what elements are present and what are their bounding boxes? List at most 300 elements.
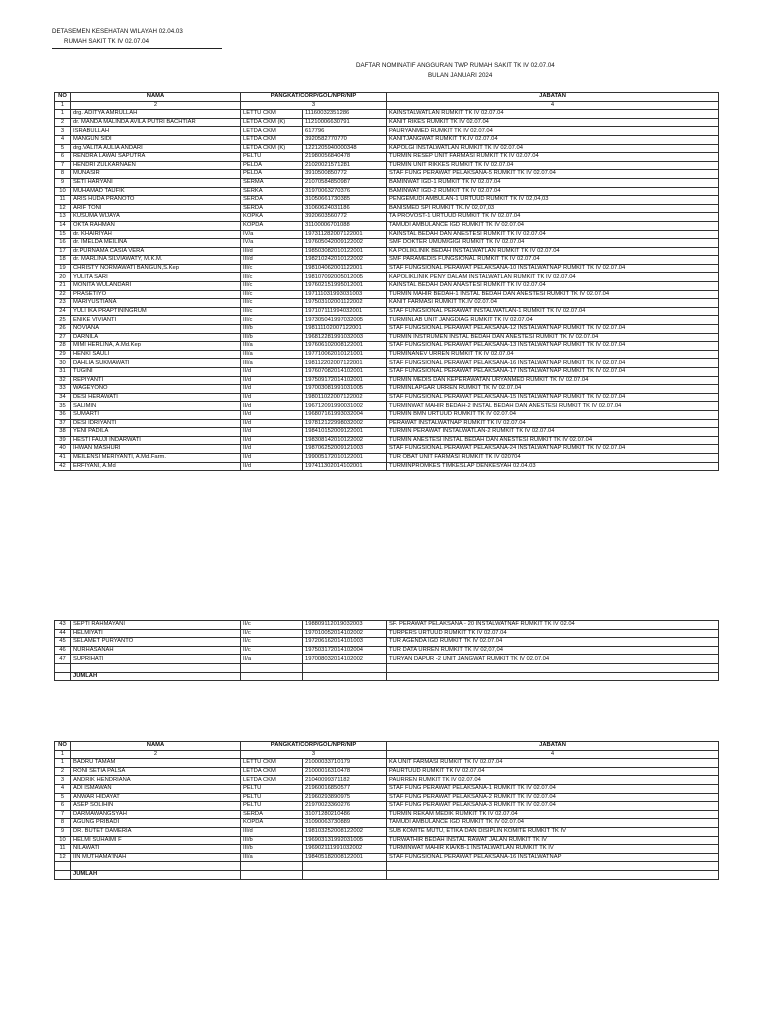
position-title: STAF FUNGSIONAL PERAWAT PELAKSANA-16 INSTALWATNAP RUMKIT TK IV 02.07.04 <box>387 359 719 368</box>
rank-grade: III/b <box>241 836 303 845</box>
table-row <box>55 819 719 828</box>
col-index: 1 <box>55 750 71 759</box>
rank-grade: II/c <box>241 621 303 630</box>
id-number: 21980056840478 <box>303 153 387 162</box>
row-number: 35 <box>55 402 71 411</box>
rank-grade: SERDA <box>241 810 303 819</box>
rank-grade: II/c <box>241 629 303 638</box>
row-number: 2 <box>55 118 71 127</box>
org-underline <box>52 48 222 49</box>
table-row <box>55 342 719 351</box>
position-title: TURMIN REKAM MEDIK RUMKIT TK IV 02.07.04 <box>387 810 719 819</box>
rank-grade: IV/a <box>241 239 303 248</box>
position-title: TUR AGENDA IGD RUMKIT TK IV 02.07.04 <box>387 638 719 647</box>
person-name: AGUNG PRIBADI <box>71 819 241 828</box>
table-row <box>55 239 719 248</box>
table-row <box>55 264 719 273</box>
id-number: 197710062010121001 <box>303 350 387 359</box>
id-number: 21960293890975 <box>303 793 387 802</box>
person-name: DARNILA <box>71 333 241 342</box>
row-number: 24 <box>55 307 71 316</box>
row-number: 40 <box>55 445 71 454</box>
id-number: 197411302014102001 <box>303 462 387 471</box>
id-number: 196807161993032004 <box>303 410 387 419</box>
person-name: MUHAMAD TAUFIK <box>71 187 241 196</box>
id-number: 197003081991031005 <box>303 385 387 394</box>
nominative-table-continued <box>54 620 719 681</box>
id-number: 21020021571281 <box>303 161 387 170</box>
person-name: NOVIANA <box>71 325 241 334</box>
id-number: 196902111991032002 <box>303 845 387 854</box>
id-number: 31050661730385 <box>303 196 387 205</box>
table-row <box>55 368 719 377</box>
rank-grade: II/c <box>241 638 303 647</box>
position-title: PAURTUUD RUMKIT TK IV 02.07.04 <box>387 767 719 776</box>
blank-row <box>55 663 719 672</box>
col-index: 2 <box>71 750 241 759</box>
person-name: HENKI SAULI <box>71 350 241 359</box>
position-title: KANITJANGWAT RUMKIT TK.IV 02.07.04 <box>387 135 719 144</box>
rank-grade: SERKA <box>241 187 303 196</box>
position-title: TURMIN UNIT RIKKES RUMKIT TK IV 02.07.04 <box>387 161 719 170</box>
id-number: 198104062001122001 <box>303 264 387 273</box>
row-number: 38 <box>55 428 71 437</box>
rank-grade: IV/a <box>241 230 303 239</box>
position-title: SF. PERAWAT PELAKSANA - 20 INSTALWATNAF RUMKIT TK IV 02.04 <box>387 621 719 630</box>
position-title: TURMINWAT MAHIR KIA/KB-1 INSTALWATLAN RUMKIT TK IV <box>387 845 719 854</box>
position-title: STAF FUNG PERAWAT PELAKSANA-3 RUMKIT TK IV 02.07.04 <box>387 802 719 811</box>
person-name: DR. BUTET DAMERIA <box>71 827 241 836</box>
id-number: 197602151995012001 <box>303 282 387 291</box>
person-name: SUMARTI <box>71 410 241 419</box>
id-number: 198011022007122002 <box>303 393 387 402</box>
person-name: YULITA SARI <box>71 273 241 282</box>
id-number: 21000033710179 <box>303 759 387 768</box>
rank-grade: II/a <box>241 655 303 664</box>
table-row <box>55 350 719 359</box>
table-row <box>55 767 719 776</box>
id-number: 197503172014102004 <box>303 646 387 655</box>
person-name: IIN MUTHAMA'INAH <box>71 853 241 862</box>
row-number: 37 <box>55 419 71 428</box>
person-name: ARIS HUDA PRANOTO <box>71 196 241 205</box>
rank-grade: III/c <box>241 299 303 308</box>
person-name: HENDRI ZULKARNAEN <box>71 161 241 170</box>
rank-grade: II/d <box>241 368 303 377</box>
org-name-line2: RUMAH SAKIT TK IV 02.07.04 <box>64 38 150 45</box>
rank-grade: II/d <box>241 410 303 419</box>
position-title: KA POLIKLINIK BEDAH INSTALWATLAN RUMKIT TK IV 02.07.04 <box>387 247 719 256</box>
person-name: ARIF TONI <box>71 204 241 213</box>
col-index: 4 <box>387 750 719 759</box>
rank-grade: III/b <box>241 325 303 334</box>
rank-grade: LETTU CKM <box>241 110 303 119</box>
position-title: STAF FUNGSIONAL PERAWAT PELAKSANA-10 INSTALWATNAP RUMKIT TK IV 02.07.04 <box>387 264 719 273</box>
person-name: dr.PURNAMA CASIA VERA <box>71 247 241 256</box>
rank-grade: LETDA CKM <box>241 127 303 136</box>
position-title: STAF FUNG PERAWAT PELAKSANA-5 RUMKIT TK IV 02.07.04 <box>387 170 719 179</box>
table-row <box>55 273 719 282</box>
col-header-no: NO <box>55 93 71 102</box>
row-number: 27 <box>55 333 71 342</box>
person-name: DARMAWANGSYAH <box>71 810 241 819</box>
position-title: STAF FUNG PERAWAT PELAKSANA-2 RUMKIT TK IV 02.07.04 <box>387 793 719 802</box>
row-number: 44 <box>55 629 71 638</box>
person-name: PRASETIYO <box>71 290 241 299</box>
person-name: MIMI HERLINA, A.Md.Kep <box>71 342 241 351</box>
person-name: DAHLIA SUKMAWATI <box>71 359 241 368</box>
id-number: 197503102001122002 <box>303 299 387 308</box>
total-label: JUMLAH <box>71 672 241 681</box>
rank-grade: II/d <box>241 376 303 385</box>
rank-grade: SERDA <box>241 196 303 205</box>
col-header-pangkat: PANGKAT/CORP/GOL/NPR/NIP <box>241 742 387 751</box>
rank-grade: LETDA CKM (K) <box>241 118 303 127</box>
table-row <box>55 325 719 334</box>
rank-grade: LETTU CKM <box>241 759 303 768</box>
position-title: TUR DATA URREN RUMKIT TK IV 02,07,04 <box>387 646 719 655</box>
row-number: 30 <box>55 359 71 368</box>
col-header-jabatan: JABATAN <box>387 93 719 102</box>
position-title: KA UNIT FARMASI RUMKIT TK IV 02.07.04 <box>387 759 719 768</box>
table-row <box>55 759 719 768</box>
position-title: BAMINWAT IGD-2 RUMKIT TK IV 02.07.04 <box>387 187 719 196</box>
table-row <box>55 213 719 222</box>
id-number: 198112202007122001 <box>303 359 387 368</box>
table-row <box>55 436 719 445</box>
position-title: KANIT FARMASI RUMKIT TK.IV 02.07.04 <box>387 299 719 308</box>
id-number: 197607082014102001 <box>303 368 387 377</box>
position-title: KAINSTAL BEDAH DAN ANASTESI RUMKIT TK IV 02.07.04 <box>387 282 719 291</box>
person-name: ERFIYANI, A.Md <box>71 462 241 471</box>
row-number: 6 <box>55 802 71 811</box>
person-name: YULI IKA PRAPTININGRUM <box>71 307 241 316</box>
person-name: WAGEYONO <box>71 385 241 394</box>
rank-grade: III/c <box>241 282 303 291</box>
row-number: 31 <box>55 368 71 377</box>
id-number: 198103252008122002 <box>303 827 387 836</box>
row-number: 29 <box>55 350 71 359</box>
table-row <box>55 187 719 196</box>
id-number: 31970063270376 <box>303 187 387 196</box>
person-name: MARIYUSTIANA <box>71 299 241 308</box>
table-row <box>55 282 719 291</box>
table-row <box>55 290 719 299</box>
table-row <box>55 333 719 342</box>
table-row <box>55 621 719 630</box>
row-number: 7 <box>55 810 71 819</box>
table-row <box>55 793 719 802</box>
position-title: KANIT RIKES RUMKIT TK IV 02.07.04 <box>387 118 719 127</box>
row-number: 23 <box>55 299 71 308</box>
row-number: 8 <box>55 170 71 179</box>
person-name: MONITA WULANDARI <box>71 282 241 291</box>
row-number: 10 <box>55 836 71 845</box>
id-number: 198809112019032003 <box>303 621 387 630</box>
row-number: 19 <box>55 264 71 273</box>
row-number: 39 <box>55 436 71 445</box>
table-row <box>55 110 719 119</box>
row-number: 11 <box>55 845 71 854</box>
rank-grade: II/c <box>241 646 303 655</box>
table-row <box>55 153 719 162</box>
person-name: dr. MARLINA SILVIAWATY, M.K.M. <box>71 256 241 265</box>
person-name: drg.VALITA AULIA ANDARI <box>71 144 241 153</box>
row-number: 46 <box>55 646 71 655</box>
id-number: 197008032014102002 <box>303 655 387 664</box>
position-title: TURMINANEV URREN RUMKIT TK IV 02.07.04 <box>387 350 719 359</box>
person-name: HELMI SUHAIMI F <box>71 836 241 845</box>
rank-grade: III/c <box>241 307 303 316</box>
id-number: 3910500850772 <box>303 170 387 179</box>
rank-grade: III/c <box>241 273 303 282</box>
row-number: 32 <box>55 376 71 385</box>
table-index-row <box>55 750 719 759</box>
id-number: 617796 <box>303 127 387 136</box>
table-row <box>55 445 719 454</box>
person-name: MANGUN SIDI <box>71 135 241 144</box>
row-number: 15 <box>55 230 71 239</box>
rank-grade: II/d <box>241 419 303 428</box>
person-name: DESI IDRIYANTI <box>71 419 241 428</box>
rank-grade: PELTU <box>241 153 303 162</box>
table-row <box>55 853 719 862</box>
rank-grade: III/a <box>241 359 303 368</box>
rank-grade: LETDA CKM <box>241 776 303 785</box>
table-row <box>55 247 719 256</box>
id-number: 197509172014102001 <box>303 376 387 385</box>
id-number: 3920603560772 <box>303 213 387 222</box>
row-number: 8 <box>55 819 71 828</box>
position-title: STAF FUNGSIONAL PERAWAT PELAKSANA-13 INSTALWATNAP RUMKIT TK IV 02.07.04 <box>387 342 719 351</box>
rank-grade: II/d <box>241 402 303 411</box>
row-number: 18 <box>55 256 71 265</box>
id-number: 31100006701088 <box>303 221 387 230</box>
total-row <box>55 870 719 879</box>
person-name: HELMIYATI <box>71 629 241 638</box>
person-name: ANWAR HIDAYAT <box>71 793 241 802</box>
id-number: 196712091990031002 <box>303 402 387 411</box>
person-name: ASEP SOLIHIN <box>71 802 241 811</box>
table-row <box>55 827 719 836</box>
id-number: 21000016310478 <box>303 767 387 776</box>
person-name: SELAMET PURYANTO <box>71 638 241 647</box>
id-number: 31071280210486 <box>303 810 387 819</box>
row-number: 9 <box>55 827 71 836</box>
row-number: 1 <box>55 110 71 119</box>
rank-grade: LETDA CKM <box>241 135 303 144</box>
table-row <box>55 204 719 213</box>
rank-grade: III/d <box>241 827 303 836</box>
table-row <box>55 299 719 308</box>
table-body <box>55 621 719 664</box>
person-name: ISRABULLAH <box>71 127 241 136</box>
rank-grade: III/b <box>241 845 303 854</box>
id-number: 197605042009122002 <box>303 239 387 248</box>
row-number: 20 <box>55 273 71 282</box>
id-number: 197311282007122001 <box>303 230 387 239</box>
position-title: BAMINWAT IGD-1 RUMKIT TK IV 02.07.04 <box>387 178 719 187</box>
position-title: KAPOLIKLINIK PENY DALAM INSTALWATLAN RUMKIT TK IV 02.07.04 <box>387 273 719 282</box>
person-name: drg. ADITYA AMRULLAH <box>71 110 241 119</box>
rank-grade: III/b <box>241 333 303 342</box>
row-number: 12 <box>55 853 71 862</box>
position-title: TUR OBAT UNIT FARMASI RUMKIT TK IV 020704 <box>387 453 719 462</box>
rank-grade: II/d <box>241 453 303 462</box>
row-number: 5 <box>55 793 71 802</box>
table-row <box>55 144 719 153</box>
position-title: STAF FUNGSIONAL PERAWAT PELAKSANA-12 INSTALWATNAP RUMKIT TK IV 02.07.04 <box>387 325 719 334</box>
id-number: 198107092005012005 <box>303 273 387 282</box>
position-title: SMF PARAMEDIS FUNGSIONAL RUMKIT TK IV 02.07.04 <box>387 256 719 265</box>
col-header-nama: NAMA <box>71 742 241 751</box>
col-index: 3 <box>241 750 387 759</box>
table-row <box>55 230 719 239</box>
rank-grade: KOPDA <box>241 819 303 828</box>
table-row <box>55 307 719 316</box>
col-index: 3 <box>241 101 387 110</box>
org-name-line1: DETASEMEN KESEHATAN WILAYAH 02.04.03 <box>52 28 183 35</box>
table-header-row <box>55 742 719 751</box>
row-number: 17 <box>55 247 71 256</box>
rank-grade: PELTU <box>241 784 303 793</box>
position-title: TURMIN RESEP UNIT FARMASI RUMKIT TK IV 02.07.04 <box>387 153 719 162</box>
table-row <box>55 410 719 419</box>
position-title: KAINSTALWATLAN RUMKIT TK IV 02.07.04 <box>387 110 719 119</box>
position-title: TURMINPROMKES TIMKESLAP DENKESYAH 02.04.03 <box>387 462 719 471</box>
id-number: 31090063730889 <box>303 819 387 828</box>
nominative-table-second <box>54 741 719 880</box>
rank-grade: II/d <box>241 462 303 471</box>
row-number: 45 <box>55 638 71 647</box>
rank-grade: III/d <box>241 256 303 265</box>
table-row <box>55 453 719 462</box>
nominative-table-main <box>54 92 719 471</box>
person-name: CHRISTY NORMAWATI BANGUN,S.Kep <box>71 264 241 273</box>
person-name: MUNASIR <box>71 170 241 179</box>
person-name: YENI PADILA <box>71 428 241 437</box>
id-number: 198308142010122002 <box>303 436 387 445</box>
rank-grade: SERMA <box>241 178 303 187</box>
id-number: 198405182008122001 <box>303 853 387 862</box>
position-title: STAF FUNGSIONAL PERAWAT PELAKSANA-15 INSTALWATNAP RUMKIT TK IV 02.07.04 <box>387 393 719 402</box>
rank-grade: III/a <box>241 350 303 359</box>
table-header-row <box>55 93 719 102</box>
rank-grade: II/d <box>241 393 303 402</box>
person-name: ENIKE VIVIANTI <box>71 316 241 325</box>
total-label: JUMLAH <box>71 870 241 879</box>
table-row <box>55 118 719 127</box>
row-number: 47 <box>55 655 71 664</box>
id-number: 197107111994032001 <box>303 307 387 316</box>
id-number: 197111031993031003 <box>303 290 387 299</box>
table-row <box>55 161 719 170</box>
id-number: 198210242010122002 <box>303 256 387 265</box>
position-title: PENGEMUDI AMBULAN-1 URTUUD RUMKIT TK IV 02,04,03 <box>387 196 719 205</box>
id-number: 11160032351286 <box>303 110 387 119</box>
table-row <box>55 359 719 368</box>
id-number: 11210006630791 <box>303 118 387 127</box>
position-title: PAURREN RUMKIT TK IV 02.07.04 <box>387 776 719 785</box>
table-row <box>55 135 719 144</box>
col-header-nama: NAMA <box>71 93 241 102</box>
total-row <box>55 672 719 681</box>
row-number: 28 <box>55 342 71 351</box>
row-number: 6 <box>55 153 71 162</box>
rank-grade: LETDA CKM (K) <box>241 144 303 153</box>
position-title: TURMIN MEDIS DAN KEPERAWATAN URYANMED RUMKIT TK IV 02.07.04 <box>387 376 719 385</box>
rank-grade: KOPKA <box>241 213 303 222</box>
position-title: TA PROVOST-1 URTUUD RUMKIT TK IV 02.07.04 <box>387 213 719 222</box>
person-name: HESTI FAUJI INDARWATI <box>71 436 241 445</box>
row-number: 3 <box>55 127 71 136</box>
person-name: MEILENSI MERIYANTI, A.Md.Farm. <box>71 453 241 462</box>
id-number: 1221205940000348 <box>303 144 387 153</box>
rank-grade: III/d <box>241 247 303 256</box>
position-title: TURMIN MAHIR BEDAH-1 INSTAL BEDAH DAN ANESTESI RUMKIT TK IV 02.07.04 <box>387 290 719 299</box>
table-row <box>55 802 719 811</box>
table-row <box>55 638 719 647</box>
position-title: PAURYANMED RUMKIT TK IV 02.07.04 <box>387 127 719 136</box>
position-title: TURMIN ANESTESI INSTAL BEDAH DAN ANESTESI RUMKIT TK IV 02.07.04 <box>387 436 719 445</box>
position-title: TAMUDI AMBULANCE IGD RUMKIT TK IV 02.07.04 <box>387 221 719 230</box>
table-row <box>55 385 719 394</box>
row-number: 22 <box>55 290 71 299</box>
person-name: SALIMIN <box>71 402 241 411</box>
position-title: TAMUDI AMBULANCE IGD RUMKIT TK IV 02.07.04 <box>387 819 719 828</box>
id-number: 21070584850987 <box>303 178 387 187</box>
id-number: 196903131992031005 <box>303 836 387 845</box>
row-number: 16 <box>55 239 71 248</box>
row-number: 43 <box>55 621 71 630</box>
row-number: 13 <box>55 213 71 222</box>
rank-grade: III/c <box>241 316 303 325</box>
position-title: TURMIN BMN URTUUD RUMKIT TK IV 02.07.04 <box>387 410 719 419</box>
person-name: dr. IMELDA MEILINA <box>71 239 241 248</box>
rank-grade: III/a <box>241 342 303 351</box>
id-number: 21970023360276 <box>303 802 387 811</box>
position-title: STAF FUNGSIONAL PERAWAT PELAKSANA-17 INSTALWATNAP RUMKIT TK IV 02.07.04 <box>387 368 719 377</box>
id-number: 21040099371182 <box>303 776 387 785</box>
position-title: SUB KOMITE MUTU, ETIKA DAN DISIPLIN KOMITE RUMKIT TK IV <box>387 827 719 836</box>
row-number: 36 <box>55 410 71 419</box>
row-number: 14 <box>55 221 71 230</box>
rank-grade: LETDA CKM <box>241 767 303 776</box>
person-name: dr. MANDA MALINDA AVILA PUTRI BACHTIAR <box>71 118 241 127</box>
person-name: ADI ISMAWAN <box>71 784 241 793</box>
table-row <box>55 127 719 136</box>
rank-grade: II/d <box>241 385 303 394</box>
position-title: TURPERS URTUUD RUMKIT TK IV 02.07.04 <box>387 629 719 638</box>
person-name: KUSUMA WIJAYA <box>71 213 241 222</box>
table-row <box>55 196 719 205</box>
rank-grade: III/c <box>241 264 303 273</box>
row-number: 1 <box>55 759 71 768</box>
table-row <box>55 316 719 325</box>
position-title: KAPOLGI INSTALWATLAN RUMKIT TK IV 02.07.04 <box>387 144 719 153</box>
table-row <box>55 376 719 385</box>
rank-grade: SERDA <box>241 204 303 213</box>
id-number: 3920582770770 <box>303 135 387 144</box>
row-number: 2 <box>55 767 71 776</box>
person-name: NILAWATI <box>71 845 241 854</box>
table-row <box>55 776 719 785</box>
person-name: IHWAN MASHURI <box>71 445 241 454</box>
table-row <box>55 784 719 793</box>
col-index: 2 <box>71 101 241 110</box>
person-name: dr. KHAIRIYAH <box>71 230 241 239</box>
rank-grade: II/d <box>241 428 303 437</box>
